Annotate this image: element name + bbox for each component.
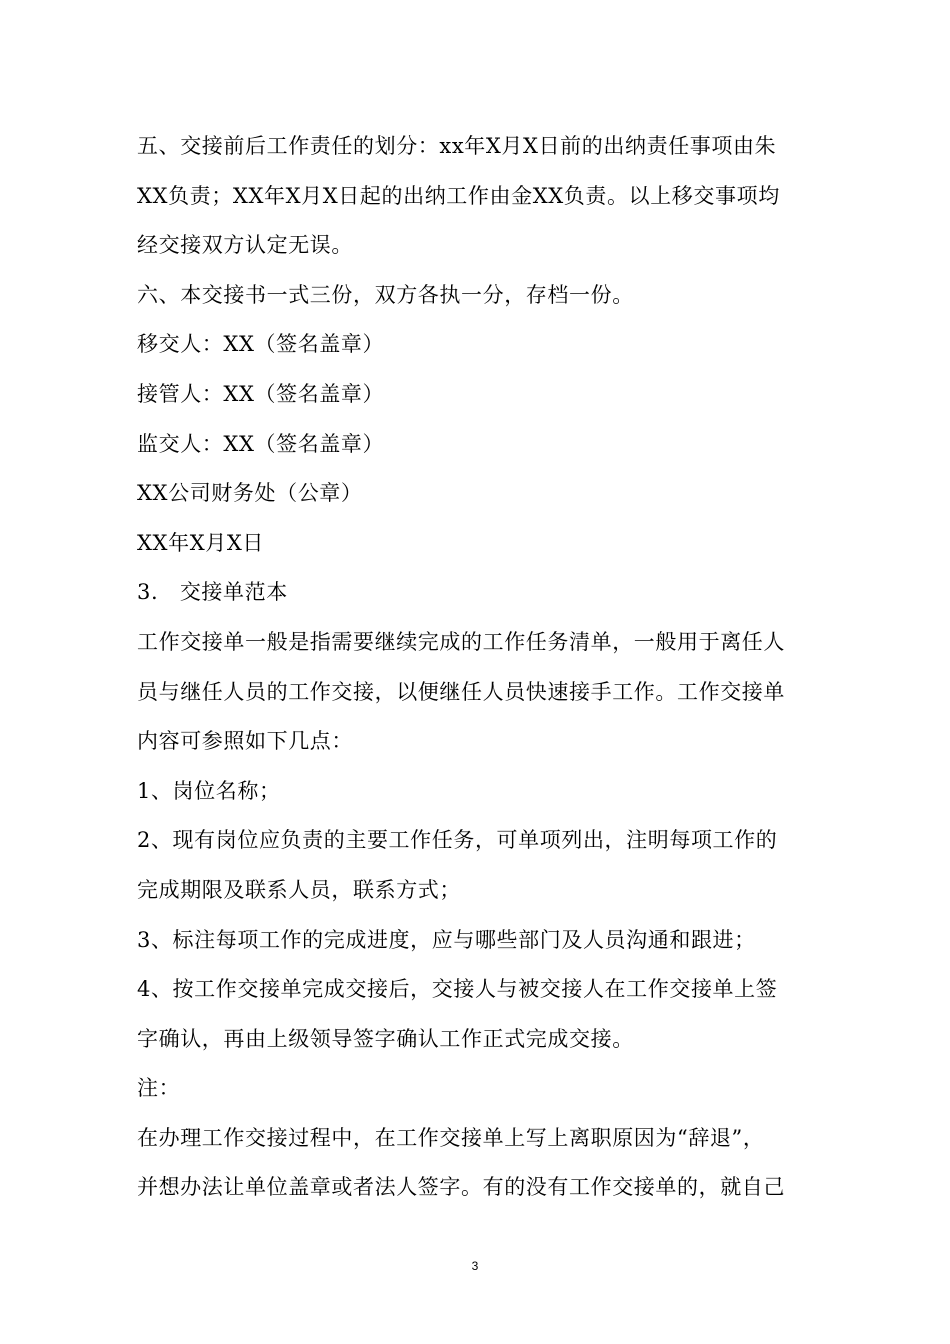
text-line: 经交接双方认定无误。 (137, 233, 353, 258)
text-line: 并想办法让单位盖章或者法人签字。有的没有工作交接单的，就自己 (137, 1175, 785, 1200)
document-body (137, 122, 817, 1213)
list-item-1 (137, 767, 817, 817)
text-line: XX公司财务处（公章） (137, 481, 363, 506)
text-line: XX年X月X日 (137, 530, 265, 555)
text-line: 3. 交接单范本 (137, 580, 288, 605)
company-seal-line (137, 469, 817, 519)
paragraph-note (137, 1114, 817, 1213)
text-line: 注： (137, 1076, 181, 1101)
text-line: 字确认，再由上级领导签字确认工作正式完成交接。 (137, 1026, 634, 1051)
text-line: 工作交接单一般是指需要继续完成的工作任务清单，一般用于离任人 (137, 629, 785, 654)
text-line: 员与继任人员的工作交接，以便继任人员快速接手工作。工作交接单 (137, 679, 785, 704)
text-line: 3、标注每项工作的完成进度，应与哪些部门及人员沟通和跟进； (137, 927, 756, 952)
text-line: 五、交接前后工作责任的划分：xx年X月X日前的出纳责任事项由朱 (137, 134, 777, 158)
paragraph-handover-form-intro (137, 618, 817, 767)
text-line: 六、本交接书一式三份，双方各执一分，存档一份。 (137, 282, 634, 307)
text-line: 完成期限及联系人员，联系方式； (137, 877, 461, 902)
note-label (137, 1064, 817, 1114)
signature-supervisor (137, 420, 817, 470)
text-line: 移交人：XX（签名盖章） (137, 332, 385, 357)
text-line: 2、现有岗位应负责的主要工作任务，可单项列出，注明每项工作的 (137, 828, 778, 853)
text-line: 内容可参照如下几点： (137, 729, 353, 754)
paragraph-copies (137, 271, 817, 321)
text-line: 接管人：XX（签名盖章） (137, 381, 385, 406)
text-line: 在办理工作交接过程中，在工作交接单上写上离职原因为“辞退”， (137, 1125, 765, 1150)
list-item-2 (137, 816, 817, 915)
list-item-3 (137, 916, 817, 966)
signature-transferor (137, 320, 817, 370)
signature-receiver (137, 370, 817, 420)
date-line (137, 519, 817, 569)
text-line: 监交人：XX（签名盖章） (137, 431, 385, 456)
text-line: 1、岗位名称； (137, 778, 281, 803)
list-item-4 (137, 965, 817, 1064)
section-heading (137, 568, 817, 618)
text-line: XX负责；XX年X月X日起的出纳工作由金XX负责。以上移交事项均 (137, 183, 780, 208)
paragraph-responsibility-division (137, 122, 817, 271)
page-number: 3 (471, 1259, 479, 1273)
text-line: 4、按工作交接单完成交接后，交接人与被交接人在工作交接单上签 (137, 977, 778, 1002)
